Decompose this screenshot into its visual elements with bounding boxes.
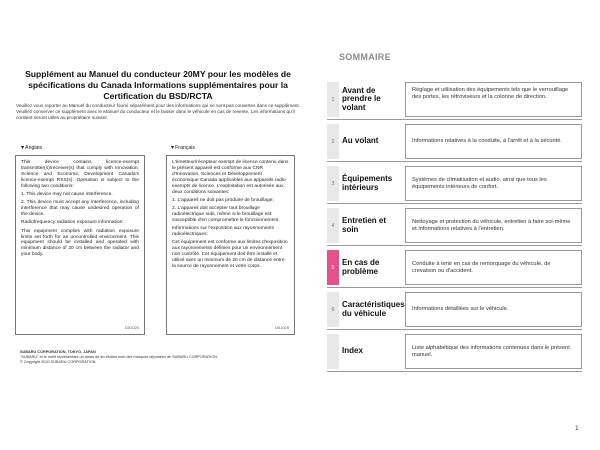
french-notice-box: [166, 155, 295, 335]
row-divider: [327, 161, 582, 162]
french-doc-code: D01029: [274, 325, 289, 331]
section-tab-2: 2: [327, 124, 339, 159]
page-number: 1: [575, 425, 579, 432]
footer-trademark: "SUBARU" et le motif représentant un amas de six étoiles sont des marques déposées de SUBARU CORPORATION.: [20, 354, 219, 359]
contents-row-5[interactable]: [327, 250, 582, 285]
footer-company: SUBARU CORPORATION, TOKYO, JAPAN: [20, 350, 96, 354]
row-divider: [327, 371, 582, 372]
section-title-3[interactable]: Équipements intérieurs: [342, 173, 393, 192]
english-doc-code: D01020: [124, 325, 139, 331]
footer-copyright: © Copyright 2020 SUBARU CORPORATION: [20, 359, 96, 364]
row-divider: [327, 287, 582, 288]
section-description-5: Conduite à tenir en cas de remorquage du véhicule, de crevaison ou d'accident.: [405, 250, 582, 285]
french-heading: ▼Français: [170, 145, 196, 151]
english-heading: ▼Anglais: [20, 145, 43, 151]
supplement-title: Supplément au Manuel du conducteur 20MY pour les modèles de spécifications du Canada Informations supplémentaires pour la Certification du BSD/RCTA: [25, 69, 291, 101]
section-tab-3: 3: [327, 166, 339, 201]
french-paragraph: Informations sur l'exposition aux rayonnements radioélectriques:: [172, 226, 275, 238]
english-paragraph: 2. This device must accept any interference, including interference that may cause undesired operation of the device.: [21, 200, 139, 218]
french-paragraph: 2. L'appareil doit accepter tout brouillage radioélectrique subi, même si le brouillage est susceptible d'en compromettre le fonctionnement.: [172, 206, 280, 223]
section-description-3: Systèmes de climatisation et audio, ainsi que tous les équipements intérieurs de confort.: [405, 166, 582, 201]
row-divider: [327, 203, 582, 204]
section-title-1[interactable]: Avant de prendre le volant: [342, 85, 381, 112]
section-description-1: Réglage et utilisation des équipements tels que le verrouillage des portes, les rétroviseurs et la colonne de direction.: [405, 82, 582, 117]
section-title-2[interactable]: Au volant: [342, 136, 379, 146]
english-paragraph: 1. This device may not cause interference.: [21, 191, 113, 197]
section-title-index[interactable]: Index: [342, 346, 363, 356]
contents-row-2[interactable]: [327, 124, 582, 159]
section-description-index: Liste alphabétique des informations contenues dans le présent manuel.: [405, 334, 582, 369]
contents-row-3[interactable]: [327, 166, 582, 201]
french-paragraph: Cet équipement est conforme aux limites d'exposition aux rayonnements définies pour un environnement non contrôlé. Cet équipement doit être installé et utilisé avec un minimum de 20 cm de distance entre la source de rayonnement et votre corps.: [172, 240, 288, 270]
section-title-5[interactable]: En cas de problème: [342, 257, 380, 276]
french-paragraph: 1. L'appareil ne doit pas produire de brouillage;: [172, 197, 274, 203]
supplement-intro: Veuillez vous reporter au Manuel du conducteur fourni séparément pour des informations qui ne sont pas couvertes dans ce supplément. Veuillez conserver ce supplément avec le Manuel du conducteur et le laisser dans le véhicule en cas de revente. Les informations qu'il contient seront utiles au propriétaire suivant.: [16, 103, 301, 121]
section-description-6: Informations détaillées sur le véhicule.: [405, 292, 582, 327]
contents-row-6[interactable]: [327, 292, 582, 327]
english-paragraph: This device contains licence-exempt transmitter(s)/receiver(s) that comply with Innovation, Science and Economic Development Canada's licence-exempt RSS(s). Operation is subject to the following two conditions:: [21, 160, 139, 189]
french-paragraph: L'émetteur/récepteur exempt de licence contenu dans le présent appareil est conforme aux CNR d'Innovation, Sciences et Développement économique Canada applicables aux appareils radio exempts de licence. L'exploitation est autorisée aux deux conditions suivantes:: [172, 160, 289, 195]
section-title-4[interactable]: Entretien et soin: [342, 215, 387, 234]
row-divider: [327, 119, 582, 120]
section-tab-index: [327, 334, 339, 369]
row-divider: [327, 329, 582, 330]
row-divider: [327, 245, 582, 246]
section-tab-6: 6: [327, 292, 339, 327]
section-description-2: Informations relatives à la conduite, à l'arrêt et à la sécurité.: [405, 124, 582, 159]
section-title-6[interactable]: Caractéristiques du véhicule: [342, 299, 405, 318]
footer: [20, 350, 218, 364]
section-tab-5: 5: [327, 250, 339, 285]
contents-row-4[interactable]: [327, 208, 582, 243]
section-tab-4: 4: [327, 208, 339, 243]
contents-row-1[interactable]: [327, 82, 582, 117]
english-notice-box: [15, 155, 145, 335]
section-description-4: Nettoyage et protection du véhicule, entretien à faire soi-même et informations relatives à l'entretien.: [405, 208, 582, 243]
contents-heading: SOMMAIRE: [339, 52, 391, 62]
section-tab-1: 1: [327, 82, 339, 117]
english-paragraph: Radiofrequency radiation exposure information:: [21, 220, 124, 226]
english-paragraph: This equipment complies with radiation exposure limits set forth for an uncontrolled environment. This equipment should be installed and operated with minimum distance of 20 cm between the radiator and your body.: [21, 228, 139, 258]
contents-row-index[interactable]: [327, 334, 582, 369]
